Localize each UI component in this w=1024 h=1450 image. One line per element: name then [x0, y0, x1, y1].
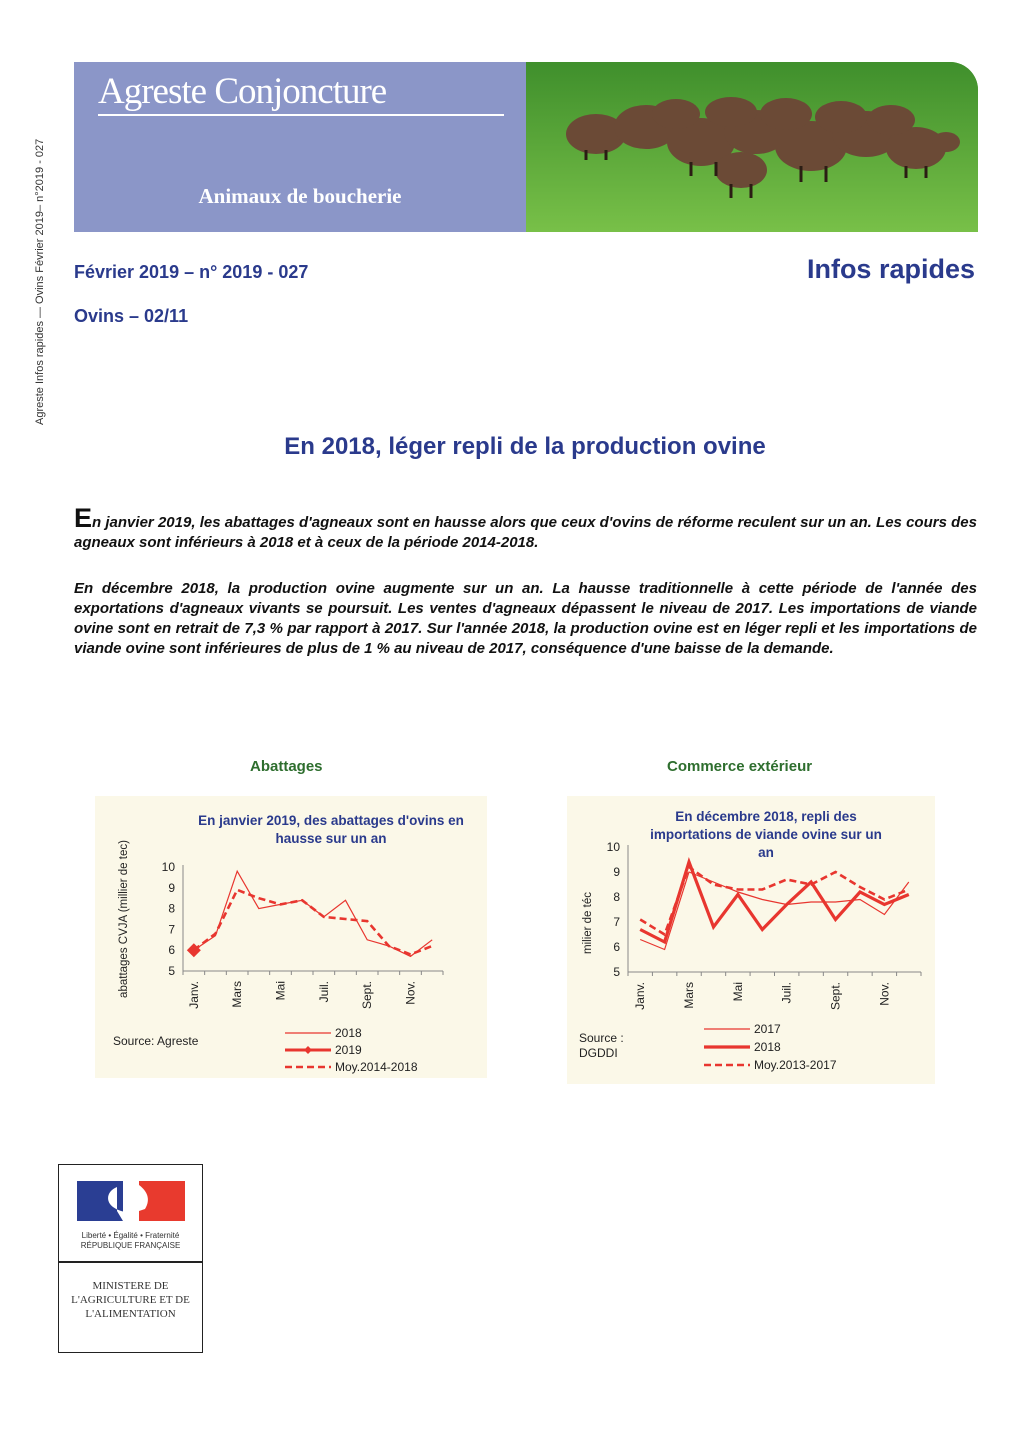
y-tick-label: 8	[168, 901, 175, 916]
x-tick-label: Sept.	[828, 982, 843, 1011]
chart-source: Source : DGDDI	[579, 1031, 624, 1060]
y-axis-label: abattages CVJA (millier de tec)	[118, 840, 130, 998]
legend-label: 2017	[754, 1022, 781, 1036]
section-title-abattages: Abattages	[250, 758, 323, 775]
y-tick-label: 7	[613, 915, 620, 929]
publication-subtitle: Animaux de boucherie	[198, 184, 402, 208]
headline: En 2018, léger repli de la production ovine	[284, 433, 766, 460]
y-tick-label: 8	[613, 890, 620, 904]
intro-text: n janvier 2019, les abattages d'agneaux sont en hausse alors que ceux d'ovins de réforme reculent sur un an. Les cours des agneaux sont inférieurs à 2018 et à ceux de la période 2014-2018.	[74, 514, 977, 551]
republic-motto: Liberté • Égalité • Fraternité RÉPUBLIQUE FRANÇAISE	[80, 1231, 181, 1250]
x-tick-label: Sept.	[360, 981, 375, 1010]
y-axis-label: milier de téc	[582, 892, 594, 954]
x-tick-label: Nov.	[403, 981, 418, 1005]
y-tick-label: 6	[168, 943, 175, 958]
body-paragraph: En décembre 2018, la production ovine augmente sur un an. La hausse traditionnelle à cette période de l'année des exportations d'agneaux vivants se poursuit. Les ventes d'agneaux dépassent le niveau de 2017. Les importations de viande ovine sont en retrait de 7,3 % par rapport à 2017. Sur l'année 2018, la production ovine est en léger repli et les importations de viande ovine sont inférieures de plus de 1 % au niveau de 2017, conséquence d'une baisse de la demande.	[74, 580, 977, 657]
x-tick-label: Mai	[273, 981, 288, 1001]
x-tick-label: Nov.	[877, 982, 892, 1006]
x-tick-label: Janv.	[633, 982, 648, 1010]
issue-date-number: Février 2019 – n° 2019 - 027	[74, 262, 309, 282]
chart-title: En janvier 2019, des abattages d'ovins en hausse sur un an	[198, 813, 464, 846]
y-tick-label: 6	[613, 940, 620, 954]
legend-label: Moy.2013-2017	[754, 1058, 837, 1072]
banner-title-panel	[74, 62, 526, 232]
header-banner	[74, 62, 978, 232]
y-tick-label: 7	[168, 922, 175, 937]
abattages-chart	[95, 796, 487, 1078]
commerce-chart	[567, 796, 935, 1084]
x-tick-label: Mars	[230, 981, 245, 1008]
publication-title: Agreste Conjoncture	[98, 71, 387, 112]
title-underline	[98, 114, 504, 116]
ministry-name: MINISTERE DE L'AGRICULTURE ET DE L'ALIMENTATION	[71, 1280, 190, 1320]
x-tick-label: Janv.	[186, 981, 201, 1009]
y-tick-label: 5	[613, 965, 620, 979]
legend-label: 2018	[754, 1040, 781, 1054]
legend-marker	[304, 1046, 312, 1054]
chart-source: Source: Agreste	[113, 1034, 199, 1048]
series-line-Moy.2014-2018	[194, 890, 432, 955]
legend-label: 2018	[335, 1026, 362, 1040]
x-tick-label: Juil.	[316, 981, 331, 1003]
chart-svg	[567, 796, 935, 1084]
y-tick-label: 5	[168, 964, 175, 978]
marianne-logo-icon	[77, 1181, 185, 1221]
series-line-2018	[194, 871, 432, 956]
y-tick-label: 10	[161, 860, 175, 874]
ministry-logo	[58, 1164, 203, 1353]
legend-label: Moy.2014-2018	[335, 1060, 418, 1074]
y-tick-label: 10	[606, 840, 620, 854]
infos-rapides-badge: Infos rapides	[806, 254, 975, 284]
sheep-photo	[526, 62, 978, 232]
chart-svg	[95, 796, 487, 1078]
x-tick-label: Mai	[730, 982, 745, 1002]
x-tick-label: Juil.	[779, 982, 794, 1004]
issue-series: Ovins – 02/11	[74, 306, 189, 326]
chart-title: En décembre 2018, repli des importations de viande ovine sur un an	[650, 809, 882, 860]
section-title-commerce: Commerce extérieur	[667, 758, 813, 775]
drop-cap: E	[74, 503, 93, 533]
side-reference: Agreste Infos rapides — Ovins Février 2019– n°2019 - 027	[34, 138, 46, 425]
x-tick-label: Mars	[682, 982, 697, 1009]
legend-label: 2019	[335, 1043, 362, 1057]
logo-divider	[59, 1261, 202, 1263]
y-tick-label: 9	[613, 865, 620, 879]
intro-paragraph	[74, 503, 977, 553]
y-tick-label: 9	[168, 880, 175, 895]
